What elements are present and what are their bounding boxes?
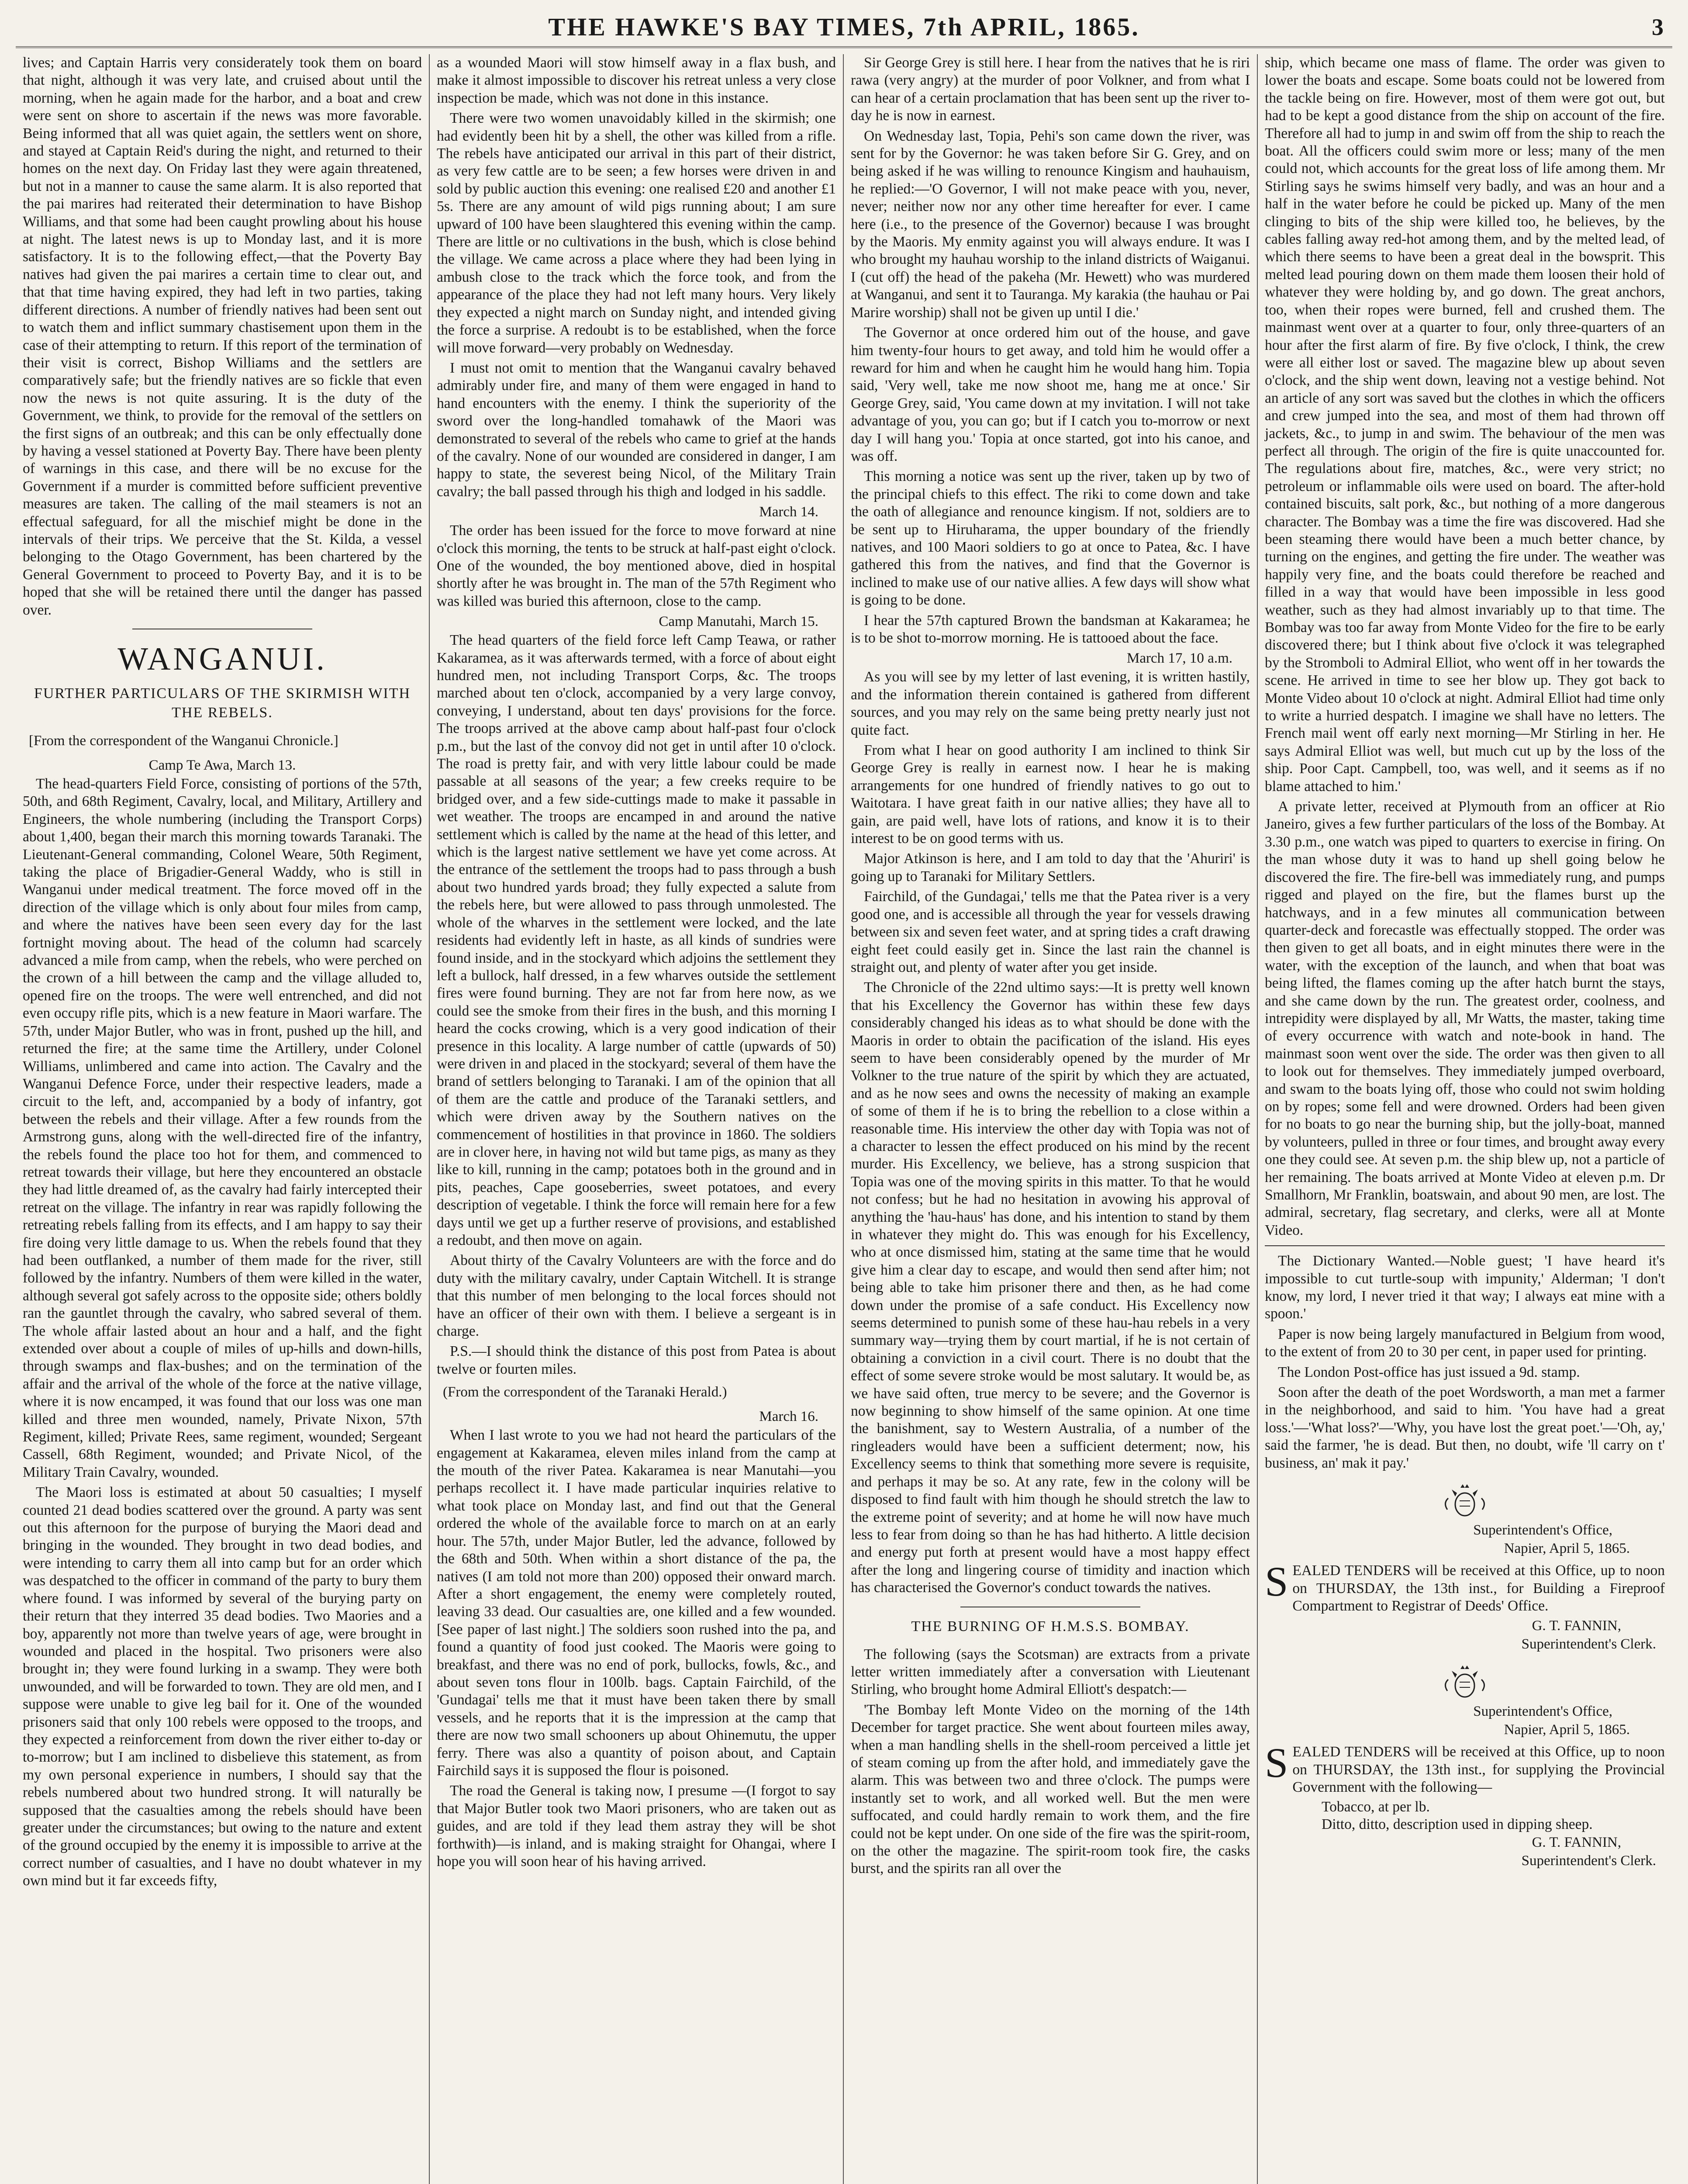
newspaper-title: THE HAWKE'S BAY TIMES, 7th APRIL, 1865. [548,13,1140,41]
section-subheading: FURTHER PARTICULARS OF THE SKIRMISH WITH THE REBELS. [34,685,411,721]
article-paragraph: The head quarters of the field force left Camp Teawa, or rather Kakaramea, as it was afterwards termed, with a force of about eight hundred men, not including Transport Corps, &c. The troops marched about ten o'clock, accompanied by a very large convoy, conveying, I understand, about ten days' provisions for the force. The troops arrived at the above camp about half-past four o'clock p.m., but the last of the convoy did not get in until after 10 o'clock. The road is pretty fair, and with very little labour could be made passable at all seasons of the year; a few creeks require to be bridged over, and a few side-cuttings made to make it passable in wet weather. The troops are encamped in and around the native settlement which is called by the name at the head of this letter, and which is the largest native settlement we have yet come across. At the entrance of the settlement the troops had to pass through a bush about two hundred yards broad; they fully expected a salute from the rebels here, but were allowed to pass through unmolested. The whole of the wharves in the settlement were locked, and the late residents had evidently left in haste, as all kinds of sundries were found inside, and in the stockyard which adjoins the settlement they left a bullock, half dressed, in a few wharves outside the settlement fires were found burning. They are not far from here now, as we could see the smoke from their fires in the bush, and this morning I heard the cocks crowing, which is a very good indication of their presence in this locality. A large number of cattle (upwards of 50) were driven in and placed in the stockyard; several of them have the brand of settlers belonging to Taranaki. I am of the opinion that all of them are the cattle and produce of the Taranaki settlers, and which were driven away by the Southern natives on the commencement of hostilities in that province in 1860. The soldiers are in clover here, in having not wild but tame pigs, as many as they like to kill, running in the camp; potatoes both in the ground and in pits, peaches, Cape gooseberries, sweet potatoes, and every description of vegetable. I think the force will remain here for a few days until we get up a further reserve of provisions, and established a redoubt, and then move on again. [437,632,836,1248]
tender-body [1265,1739,1665,1796]
article-paragraph: Soon after the death of the poet Wordsworth, a man met a farmer in the neighborhood, and said to him. 'You have had a great loss.'—'What loss?'—'Why, you have lost the great poet.'—'Oh, ay,' said the farmer, 'he is dead. But then, no doubt, wife 'll carry on t' business, an' mak it pay.' [1265,1384,1665,1471]
article-paragraph: The Governor at once ordered him out of the house, and gave him twenty-four hours to get away, and told him he would offer a reward for him and when he caught him he would hang him. Topia said, 'Very well, take me now shoot me, hang me at once.' Sir George Grey, said, 'You came down at my invitation. I will not take advantage of you, you can go; but if I catch you to-morrow or next day I will hang you.' Topia at once started, got into his canoe, and was off. [851,325,1250,464]
article-paragraph: From what I hear on good authority I am inclined to think Sir George Grey is really in earnest now. I hear he is making arrangements for one hundred of friendly natives to go out to Waitotara. I have great faith in our native allies; they have all to gain, are paid well, have lots of rations, and know it is to their interest to be on good terms with us. [851,742,1250,847]
article-paragraph: The head-quarters Field Force, consisting of portions of the 57th, 50th, and 68th Regiment, Cavalry, local, and Military, Artillery and Engineers, the whole numbering (including the Transport Corps) about 1,400, began their march this morning towards Taranaki. The Lieutenant-General commanding, Colonel Weare, 50th Regiment, taking the place of Brigadier-General Waddy, who is still in Wanganui under medical treatment. The force moved off in the direction of the village which is only about four miles from camp, and where the natives have been seen every day for the last fortnight moving about. The head of the column had scarcely advanced a mile from camp, when the rebels, who were perched on the crown of a hill between the camp and the village alluded to, opened fire on the troops. The were well entrenched, and did not even occupy rifle pits, which is a new feature in Maori warfare. The 57th, under Major Butler, who was in front, pushed up the hill, and returned the fire; at the same time the Artillery, under Colonel Williams, unlimbered and came into action. The Cavalry and the Wanganui Defence Force, under their respective leaders, made a circuit to the left, and, accompanied by a body of infantry, got between the rebels and their village. After a few rounds from the Armstrong guns, along with the well-directed fire of the infantry, the rebels found the place too hot for them, and commenced to retreat towards their village, but here they encountered an obstacle they had little dreamed of, as the cavalry had fairly intercepted their retreat on the village. The infantry in rear was rapidly following the retreating rebels falling from its effects, and I am happy to say their fire doing very little damage to us. When the rebels found that they had been outflanked, a number of them made for the river, still followed by the infantry. Numbers of them were killed in the water, although several got safely across to the opposite side; others boldly ran the gauntlet through the cavalry, who sabred several of them. The whole affair lasted about an hour and a half, and the fight extended over about a couple of miles of up-hills and down-hills, through swamps and flax-bushes; and on the termination of the affair and the arrival of the whole of the force at the native village, where it is now encamped, it was found that our loss was one man killed and three men wounded, namely, Private Nixon, 57th Regiment, killed; Private Rees, same regiment, wounded; Sergeant Cassell, 68th Regiment, wounded; and Private Nicol, of the Military Train Cavalry, wounded. [23,776,422,1480]
drop-cap: S [1265,1739,1288,1787]
columns [16,54,1672,2184]
article-paragraph: Major Atkinson is here, and I am told to day that the 'Ahuriri' is going up to Taranaki for Military Settlers. [851,850,1250,885]
article-paragraph: The following (says the Scotsman) are extracts from a private letter written immediately after a conversation with Lieutenant Stirling, who brought home Admiral Elliott's despatch:— [851,1646,1250,1698]
signer-title: Superintendent's Clerk. [1521,1636,1656,1652]
article-paragraph: lives; and Captain Harris very considerately took them on board that night, although it was very late, and cruised about until the morning, when he again made for the harbor, and a boat and crew were sent on shore to ascertain if the news was more favorable. Being informed that all was quiet again, the settlers went on shore, and stayed at Captain Reid's during the night, and returned to their homes on the next day. On Friday last they were again threatened, but not in a manner to cause the same alarm. It is also reported that the pai marires had reiterated their determination to have Bishop Williams, and that some had been caught prowling about his house at night. The latest news is up to Monday last, and it is more satisfactory. It is to the following effect,—that the Poverty Bay natives had given the pai marires a certain time to clear out, and that that time having expired, they had left in two parties, taking different directions. A number of friendly natives had been sent out to watch them and inflict summary chastisement upon them in the case of their attempting to return. If this report of the termination of their visit is correct, Bishop Williams and the settlers are comparatively safe; but the friendly natives are so fickle that even now the news is not quite assuring. It is the duty of the Government, we think, to provide for the removal of the settlers on the first signs of an outbreak; and this can be only effectually done by having a vessel stationed at Poverty Bay. There have been plenty of warnings in this case, and there will be no excuse for the Government if a murder is committed before sufficient preventive measures are taken. The calling of the mail steamers is not an effectual safeguard, for all the mischief might be done in the intervals of their trips. We perceive that the St. Kilda, a vessel belonging to the Otago Government, has been chartered by the General Government to proceed to Poverty Bay, and it is to be hoped that she will be retained there until the danger has passed over. [23,55,422,618]
article-paragraph: There were two women unavoidably killed in the skirmish; one had evidently been hit by a shell, the other was killed from a rifle. The rebels have anticipated our arrival in this part of their district, as very few cattle are to be seen; a few horses were driven in and sold by public auction this evening: one realised £20 and another £1 5s. There are any amount of wild pigs running about; I am sure upward of 100 have been slaughtered this evening within the camp. There are little or no cultivations in the bush, which is close behind the village. We came across a place where they had been lying in ambush close to the track which the force took, and from the appearance of the place they had not left many hours. Very likely they expected a night march on Sunday night, and intended giving the force a surprise. A redoubt is to be established, when the force will move forward—very probably on Wednesday. [437,110,836,356]
article-paragraph: I must not omit to mention that the Wanganui cavalry behaved admirably under fire, and many of them were engaged in hand to hand encounters with the enemy. I think the superiority of the sword over the long-handled tomahawk of the Maori was demonstrated to several of the rebels who came to grief at the hands of the cavalry. None of our wounded are considered in danger, I am happy to state, the severest being Nicol, of the Military Train cavalry; the ball passed through his thigh and lodged in his saddle. [437,359,836,500]
office-name: Superintendent's Office, [1473,1522,1612,1538]
article-paragraph: The London Post-office has just issued a 9d. stamp. [1278,1364,1580,1380]
tender-notice-2 [1265,1665,1665,1739]
office-name: Superintendent's Office, [1473,1704,1612,1720]
article-paragraph: Sir George Grey is still here. I hear from the natives that he is riri rawa (very angry) at the murder of poor Volkner, and from what I can hear of a certain proclamation that has been sent up the river to-day he is now in earnest. [851,55,1250,124]
tender-notice-1 [1265,1483,1665,1558]
article-paragraph: Fairchild, of the Gundagai,' tells me that the Patea river is a very good one, and is accessible all through the year for vessels drawing between six and seven feet water, and at spring tides a craft drawing eight feet could easily get in. Since the last rain the channel is straight out, and plenty of water after you get inside. [851,888,1250,975]
royal-crest-icon [1439,1483,1491,1518]
tender-text: EALED TENDERS will be received at this Office, up to noon on THURSDAY, the 13th inst., for supplying the Provincial Government with the following— [1292,1744,1665,1796]
dateline: Camp Te Awa, March 13. [148,757,296,773]
notice-date: Napier, April 5, 1865. [1504,1541,1630,1557]
signer-name: G. T. FANNIN, [1532,1618,1621,1634]
article-paragraph: ship, which became one mass of flame. The order was given to lower the boats and escape. Some boats could not be lowered from the tackle being on fire. However, most of them were got out, but had to be kept a good distance from the ship on account of the fire. Therefore all had to jump in and swim off from the ship to reach the boat. All the officers could swim more or less; many of the men could not, which accounts for the great loss of life among them. Mr Stirling says he swims himself very badly, and was an hour and a half in the water before he could be picked up. Many of the men clinging to bits of the ship were killed too, he believes, by the cables falling away red-hot among them, and by the melted lead, of which there seems to have been a great deal in the bowsprit. This melted lead pouring down on them made them loosen their hold of whatever they were holding by, and go down. The great anchors, too, when their ropes were burned, fell and crushed them. The mainmast went over at a quarter to four, only three-quarters of an hour after the first alarm of fire. By five o'clock, I think, the crew were all either lost or saved. The magazine blew up about seven o'clock, and the ship went down, leaving not a vestige behind. Not an article of any sort was saved but the clothes in which the officers and crew jumped into the sea, and most of them had thrown off jackets, &c., to jump in and swim. The behaviour of the men was perfect all through. The origin of the fire is quite unaccounted for. The regulations about fire, matches, &c., were very strict; no petroleum or inflammable oils were used on board. The after-hold contained biscuits, salt pork, &c., but nothing of a more dangerous character. The Bombay was a time the fire was discovered. Had she been steaming there would have been a much better chance, by turning on the engines, and getting the fire under. The weather was happily very fine, and the boats could therefore be reached and filled in a way that would have been impossible in less good weather, such as they had almost invariably up to that time. The Bombay was too far away from Monte Video for the fire to be early discovered there; but I think about five o'clock it was telegraphed by the Stromboli to Admiral Elliot, who went off in her towards the scene. He arrived in time to see her blow up. They got back to Monte Video about 10 o'clock at night. Admiral Elliot had time only to write a hurried despatch. I imagine we shall have no letters. The French mail went off early next morning—Mr Stirling in her. He says Admiral Elliot was well, but much cut up by the loss of the ship. Poor Capt. Campbell, too, was well, and it seems as if no blame attached to him.' [1265,55,1665,795]
dateline: March 17, 10 a.m. [1127,650,1232,667]
article-paragraph: The Chronicle of the 22nd ultimo says:—It is pretty well known that his Excellency the Governor has within these few days considerably changed his ideas as to what should be done with the Maoris in order to obtain the pacification of the island. His eyes seem to have been considerably opened by the murder of Mr Volkner to the true nature of the spirit by which they are actuated, and as he now sees and owns the necessity of making an example of some of them if he is to bring the rebellion to a close within a reasonable time. His interview the other day with Topia was not of a character to lessen the effect produced on his mind by the recent murder. His Excellency, we believe, has a strong suspicion that Topia was one of the moving spirits in this matter. To that he would not confess; but he had no hesitation in avowing his approval of anything the 'hau-haus' has done, and his intention to stand by them in whatever they might do. This was enough for his Excellency, who at once dismissed him, stating at the same time that he would give him a clear day to escape, and would then send after him; not being able to take him prisoner there and then, as he had come down under the promise of a safe conduct. His Excellency now seems determined to punish some of these hau-hau rebels in a very summary way—trying them by court martial, if he is not certain of obtaining a conviction in a civil court. There is no doubt that the effect of some severe stroke would be most salutary. It would be, as we have said often, true mercy to be severe; and the Governor is now beginning to show himself of the same opinion. At one time the banishment, say to Western Australia, of a number of the ringleaders would have been a sufficient determent; now, his Excellency seems to think that something more severe is requisite, and perhaps it may be so. At any rate, few in the colony will be disposed to find fault with him though he should stretch the law to the extreme point of severity; and at home he will now have much less to fear from doing so than he has had hitherto. A little decision and energy put forth at present would have a most happy effect after the long and lingering course of timidity and inaction which has characterised the Governor's conduct towards the natives. [851,979,1250,1596]
column-1 [16,54,430,2184]
article-paragraph: When I last wrote to you we had not heard the particulars of the engagement at Kakaramea, eleven miles inland from the camp at the mouth of the river Patea. Kakaramea is near Manutahi—you perhaps recollect it. I have made particular inquiries relative to what took place on Monday last, and find out that the General ordered the whole of the available force to march on at an early hour. The 57th, under Major Butler, led the advance, followed by the 68th and 50th. When within a short distance of the pa, the natives (I am told not more than 200) opposed their onward march. After a short engagement, the enemy were completely routed, leaving 33 dead. Our casualties are, one killed and a few wounded. [See paper of last night.] The soldiers soon rushed into the pa, and found a quantity of food just cooked. The Maoris were going to breakfast, and there was no end of pork, bullocks, fowls, &c., and about seven tons flour in 100lb. bags. Captain Fairchild, of the 'Gundagai' tells me that it must have been taken there by small vessels, and he reports that it is the impression at the camp that there are now two small schooners up about Ohinemutu, the upper ferry. There was also a quantity of poison about, and Captain Fairchild says it is supposed the flour is poisoned. [437,1427,836,1779]
dateline: March 16. [759,1409,818,1425]
article-paragraph: On Wednesday last, Topia, Pehi's son came down the river, was sent for by the Governor: he was taken before Sir G. Grey, and on being asked if he was willing to renounce Kingism and hauhauism, he replied:—'O Governor, I will not make peace with you, never, never; neither now nor any other time hereafter for ever. I came here (i.e., to the presence of the Governor) because I was brought by the Maoris. My enmity against you will always endure. It was I who brought my hauhau worship to the inland districts of Waiganui. I (cut off) the head of the pakeha (Mr. Hewett) who was murdered at Wanganui, and sent it to Tauranga. My karakia (the hauhau or Pai Marire worship) shall not be given up until I die.' [851,128,1250,321]
article-paragraph: 'The Bombay left Monte Video on the morning of the 14th December for target practice. She went about fourteen miles away, when a man handling shells in the shell-room perceived a little jet of steam coming up from the after hold, and immediately gave the alarm. This was between two and three o'clock. The pumps were instantly set to work, and all worked well. But the men were suffocated, and could hardly remain to work them, and the fire could not be kept under. On one side of the fire was the spirit-room, on the other the magazine. The spirit-room took fire, the casks burst, and the spirits ran all over the [851,1701,1250,1877]
source-line: (From the correspondent of the Taranaki Herald.) [443,1384,727,1400]
tender-item: Tobacco, at per lb. [1322,1798,1430,1815]
signer-title: Superintendent's Clerk. [1521,1853,1656,1869]
tender-text: EALED TENDERS will be received at this Office, up to noon on THURSDAY, the 13th inst., for Building a Fireproof Compartment to Registrar of Deeds' Office. [1292,1562,1665,1614]
royal-crest-icon [1439,1665,1491,1700]
article-paragraph: The Maori loss is estimated at about 50 casualties; I myself counted 21 dead bodies scattered over the ground. A party was sent out this afternoon for the purpose of burying the Maori dead and bringing in the wounded. They brought in two dead bodies, and were intending to carry them all into camp but for an order which was despatched to the officer in command of the party to bury them where found. I was informed by several of the burying party on their return that they interred 35 dead bodies. Two Maories and a boy, apparently not more than twelve years of age, were brought in wounded and placed in the hospital. Two prisoners were also brought in; they were found lurking in a swamp. They were both unwounded, and will be forwarded to town. They are old men, and I suppose were unable to give leg bail for it. One of the wounded prisoners said that only 100 rebels were opposed to the troops, and they expected a reinforcement from down the river either to-day or to-morrow; but I am inclined to disbelieve this statement, as from my own personal experience in numbers, I should say that the rebels numbered about two hundred strong. It will naturally be supposed that the casualties among the rebels should have been greater under the circumstances; but owing to the nature and extent of the ground occupied by the enemy it is impossible to arrive at the correct number of casualties, and I have no doubt whatever in my own mind but it far exceeds fifty, [23,1484,422,1889]
notice-date: Napier, April 5, 1865. [1504,1722,1630,1738]
article-paragraph: About thirty of the Cavalry Volunteers are with the force and do duty with the military cavalry, under Captain Witchell. It is strange that this number of men belonging to the local forces should not have an officer of their own with them. I believe a sergeant is in charge. [437,1252,836,1340]
column-4 [1258,54,1672,2184]
dateline: March 14. [759,504,818,520]
article-paragraph: The Dictionary Wanted.—Noble guest; 'I have heard it's impossible to cut turtle-soup with impunity,' Alderman; 'I don't know, my lord, I never tried it that way; I always eat mine with a spoon.' [1265,1253,1665,1322]
tender-item: Ditto, ditto, description used in dipping sheep. [1322,1816,1593,1832]
source-line: [From the correspondent of the Wanganui Chronicle.] [29,733,338,749]
article-paragraph: A private letter, received at Plymouth from an officer at Rio Janeiro, gives a few further particulars of the loss of the Bombay. At 3.30 p.m., one watch was piped to quarters to exercise in firing. On the man whose duty it was to hand up shell going below he discovered the fire. The fire-bell was immediately rung, and pumps rigged and played on the fire, but the flames burst up the hatchways, and in a few minutes all communication between quarter-deck and forecastle was effectually stopped. The order was then given to get all boats, and in eight minutes there were in the water, with the exception of the launch, and when that boat was being lifted, the flames coming up the after hatch burnt the stays, and she came down by the run. The greatest order, coolness, and intrepidity were displayed by all, Mr Watts, the master, taking time of every occurrence with watch and note-book in hand. The mainmast soon went over the side. The order was then given to all to look out for themselves. They immediately jumped overboard, and swam to the boats lying off, those who could not swim holding on by ropes; some fell and were drowned. Orders had been given for no boats to go near the burning ship, but the jolly-boat, manned by volunteers, pulled in three or four times, and brought away every one they could see. At seven p.m. the ship blew up, not a particle of her remaining. The boats arrived at Monte Video at eleven p.m. Dr Smallhorn, Mr Franklin, boatswain, and about 90 men, are lost. The admiral, secretary, flag secretary, and clerks, were all at Monte Video. [1265,798,1665,1238]
section-heading: THE BURNING OF H.M.S.S. BOMBAY. [911,1618,1190,1635]
article-paragraph: I hear the 57th captured Brown the bandsman at Kakaramea; he is to be shot to-morrow morning. He is tattooed about the face. [851,612,1250,646]
tender-body [1265,1558,1665,1615]
article-paragraph: This morning a notice was sent up the river, taken up by two of the principal chiefs to this effect. The riki to come down and take the oath of allegiance and renounce kingism. If not, soldiers are to be sent up to Hiruharama, the upper boundary of the friendly natives, and 100 Maori soldiers to go at once to Patea, &c. I have gathered this from the natives, and find that the Governor is inclined to make use of our native allies. A few days will show what is going to be done. [851,468,1250,608]
article-paragraph: Paper is now being largely manufactured in Belgium from wood, to the extent of from 20 to 30 per cent, in paper used for printing. [1265,1326,1665,1360]
article-paragraph: The order has been issued for the force to move forward at nine o'clock this morning, the tents to be struck at half-past eight o'clock. One of the wounded, the boy mentioned above, died in hospital shortly after he was brought in. The man of the 57th Regiment who was killed was buried this afternoon, close to the camp. [437,522,836,609]
signer-name: G. T. FANNIN, [1532,1835,1621,1851]
dateline: Camp Manutahi, March 15. [659,614,818,630]
column-3 [844,54,1258,2184]
article-paragraph: P.S.—I should think the distance of this post from Patea is about twelve or fourten miles. [437,1343,836,1377]
column-2 [430,54,844,2184]
section-heading: WANGANUI. [117,641,327,677]
page-number: 3 [1652,14,1664,40]
article-paragraph: The road the General is taking now, I presume —(I forgot to say that Major Butler took two Maori prisoners, who are taken out as guides, and are told if they lead them astray they will be shot forthwith)—is inland, and is making straight for Ohangai, where I hope you will soon hear of his having arrived. [437,1783,836,1870]
article-paragraph: As you will see by my letter of last evening, it is written hastily, and the information therein contained is gathered from different sources, and you may rely on the same being pretty nearly just not quite fact. [851,669,1250,738]
masthead [16,10,1672,48]
article-paragraph: as a wounded Maori will stow himself away in a flax bush, and make it almost impossible to discover his retreat unless a very close inspection be made, which was not done in this instance. [437,55,836,106]
drop-cap: S [1265,1558,1288,1605]
divider [1265,1245,1665,1246]
